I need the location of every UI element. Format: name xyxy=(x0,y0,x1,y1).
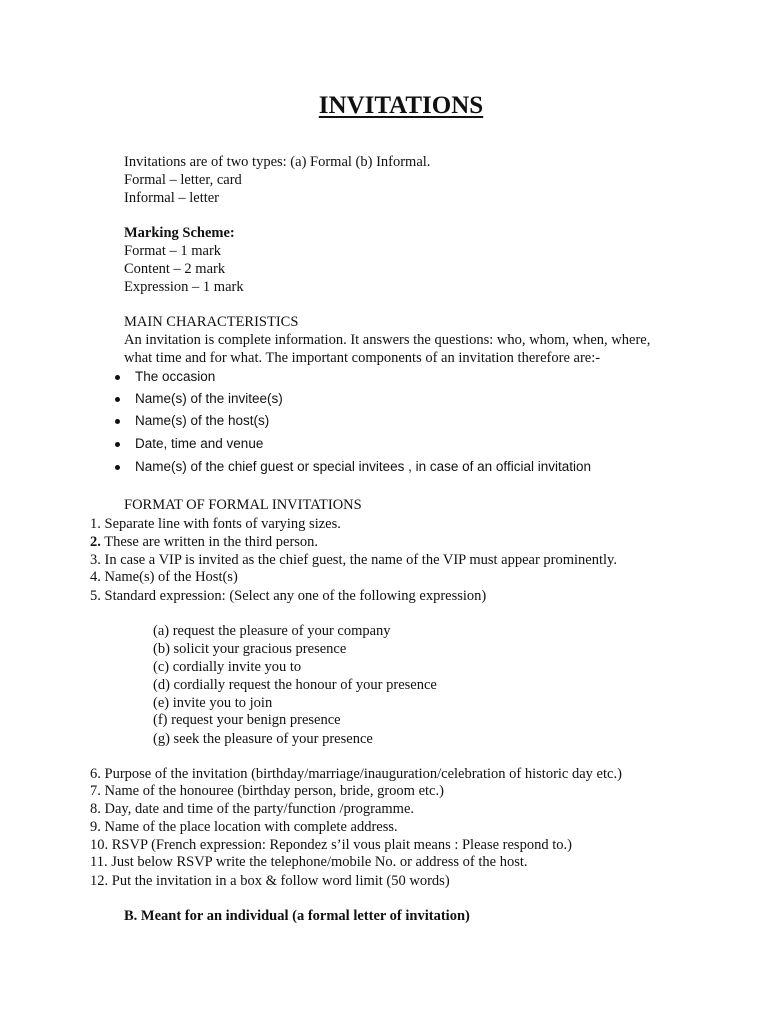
paragraph-line: what time and for what. The important components of an invitation therefore are:- xyxy=(124,350,601,366)
expression-item: (a) request the pleasure of your company xyxy=(153,623,391,639)
list-item: Name(s) of the chief guest or special invitees , in case of an official invitation xyxy=(135,459,591,474)
list-number: 2. xyxy=(90,534,101,550)
list-number: 5. xyxy=(90,588,101,604)
list-item xyxy=(90,533,318,551)
list-text: Name(s) of the Host(s) xyxy=(104,569,238,585)
intro-line: Invitations are of two types: (a) Formal (b) Informal. xyxy=(124,154,431,170)
list-text: Name of the place location with complete address. xyxy=(104,819,398,835)
marking-item: Expression – 1 mark xyxy=(124,279,244,295)
marking-item: Format – 1 mark xyxy=(124,243,222,259)
main-characteristics-heading: MAIN CHARACTERISTICS xyxy=(124,314,299,330)
list-item xyxy=(90,568,238,586)
list-item xyxy=(90,782,444,800)
list-text: RSVP (French expression: Repondez s’il vous plait means : Please respond to.) xyxy=(111,837,572,853)
list-item xyxy=(90,551,617,569)
list-text: Separate line with fonts of varying sizes. xyxy=(104,516,341,532)
page-title: INVITATIONS xyxy=(318,92,484,119)
list-item xyxy=(90,800,414,818)
expression-item: (g) seek the pleasure of your presence xyxy=(153,731,373,747)
list-number: 9. xyxy=(90,819,101,835)
list-item xyxy=(90,818,398,836)
expression-item: (d) cordially request the honour of your presence xyxy=(153,677,437,693)
list-number: 7. xyxy=(90,783,101,799)
paragraph-line: An invitation is complete information. It answers the questions: who, whom, when, where, xyxy=(124,332,651,348)
list-item: Name(s) of the host(s) xyxy=(135,413,270,428)
list-number: 6. xyxy=(90,766,101,782)
bullet-icon xyxy=(115,465,120,470)
intro-line: Informal – letter xyxy=(124,190,220,206)
list-text: Just below RSVP write the telephone/mobile No. or address of the host. xyxy=(111,854,528,870)
list-number: 8. xyxy=(90,801,101,817)
list-item xyxy=(90,765,622,783)
expression-item: (f) request your benign presence xyxy=(153,712,341,728)
list-number: 3. xyxy=(90,552,101,568)
intro-line: Formal – letter, card xyxy=(124,172,242,188)
list-text: Put the invitation in a box & follow word limit (50 words) xyxy=(111,873,450,889)
list-number: 12. xyxy=(90,873,109,889)
list-text: Name of the honouree (birthday person, bride, groom etc.) xyxy=(104,783,444,799)
list-number: 10. xyxy=(90,837,109,853)
list-item: The occasion xyxy=(135,369,216,384)
expression-item: (e) invite you to join xyxy=(153,695,273,711)
bullet-icon xyxy=(115,397,120,402)
list-item xyxy=(90,853,528,871)
section-b-heading: B. Meant for an individual (a formal letter of invitation) xyxy=(124,908,470,924)
list-item xyxy=(90,515,341,533)
list-number: 1. xyxy=(90,516,101,532)
expression-item: (b) solicit your gracious presence xyxy=(153,641,347,657)
list-item xyxy=(90,836,572,854)
list-item xyxy=(90,587,486,605)
list-text: In case a VIP is invited as the chief guest, the name of the VIP must appear prominently. xyxy=(104,552,617,568)
list-item xyxy=(90,872,450,890)
expression-item: (c) cordially invite you to xyxy=(153,659,302,675)
list-number: 11. xyxy=(90,854,108,870)
list-text: Standard expression: (Select any one of the following expression) xyxy=(104,588,487,604)
list-text: Day, date and time of the party/function /programme. xyxy=(104,801,414,817)
list-item: Date, time and venue xyxy=(135,436,264,451)
list-text: These are written in the third person. xyxy=(104,534,319,550)
marking-scheme-heading: Marking Scheme: xyxy=(124,225,235,241)
format-heading: FORMAT OF FORMAL INVITATIONS xyxy=(124,497,362,513)
marking-item: Content – 2 mark xyxy=(124,261,226,277)
bullet-icon xyxy=(115,419,120,424)
bullet-icon xyxy=(115,442,120,447)
list-number: 4. xyxy=(90,569,101,585)
bullet-icon xyxy=(115,375,120,380)
list-text: Purpose of the invitation (birthday/marriage/inauguration/celebration of historic day etc.) xyxy=(104,766,622,782)
list-item: Name(s) of the invitee(s) xyxy=(135,391,283,406)
